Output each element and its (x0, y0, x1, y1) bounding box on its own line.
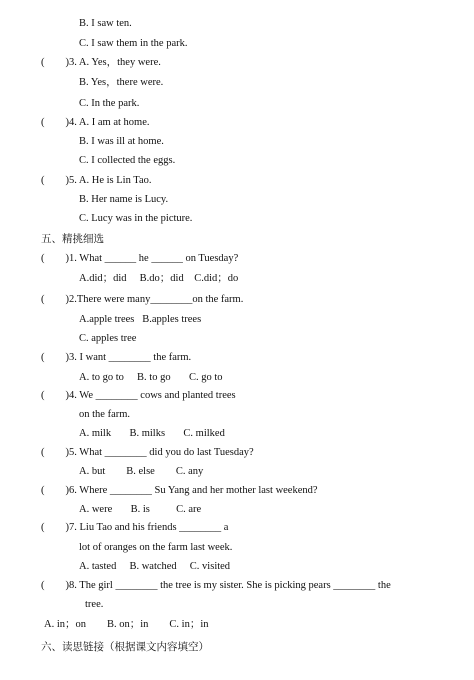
mc-options-1: A.did；did B.do；did C.did；do (79, 273, 239, 284)
option-b-q2: B. I saw ten. (79, 18, 132, 29)
mc-question-8-cont: tree. (85, 599, 104, 610)
mc-options-4: A. milk B. milks C. milked (79, 428, 225, 439)
option-c-q3: C. In the park. (79, 98, 140, 109)
question-4-option-a: ( )4. A. I am at home. (41, 117, 150, 128)
mc-question-5: ( )5. What ________ did you do last Tuesday? (41, 447, 254, 458)
mc-question-4-cont: on the farm. (79, 409, 131, 420)
mc-options-3: A. to go to B. to go C. go to (79, 372, 223, 383)
mc-options-7: A. tasted B. watched C. visited (79, 561, 231, 572)
mc-options-5: A. but B. else C. any (79, 466, 204, 477)
question-3-option-a: ( )3. A. Yes，they were. (41, 57, 161, 68)
mc-options-8: A. in；on B. on；in C. in；in (44, 619, 209, 630)
mc-options-2-ab: A.apple trees B.apples trees (79, 314, 202, 325)
option-b-q3: B. Yes，there were. (79, 77, 164, 88)
mc-question-7: ( )7. Liu Tao and his friends ________ a (41, 522, 229, 533)
mc-question-2: ( )2.There were many________on the farm. (41, 294, 244, 305)
section-6-heading: 六、读思链接（根据课文内容填空） (41, 641, 209, 653)
mc-question-8: ( )8. The girl ________ the tree is my sister. She is picking pears ________ the (41, 580, 391, 591)
mc-question-7-cont: lot of oranges on the farm last week. (79, 542, 233, 553)
mc-question-3: ( )3. I want ________ the farm. (41, 352, 192, 363)
option-c-q5: C. Lucy was in the picture. (79, 213, 193, 224)
option-b-q5: B. Her name is Lucy. (79, 194, 169, 205)
mc-options-6: A. were B. is C. are (79, 504, 202, 515)
mc-question-4: ( )4. We ________ cows and planted trees (41, 390, 236, 401)
mc-options-2-c: C. apples tree (79, 333, 137, 344)
mc-question-6: ( )6. Where ________ Su Yang and her mother last weekend? (41, 485, 318, 496)
option-c-q2: C. I saw them in the park. (79, 38, 188, 49)
section-5-heading: 五、精挑细选 (41, 233, 104, 245)
option-b-q4: B. I was ill at home. (79, 136, 164, 147)
question-5-option-a: ( )5. A. He is Lin Tao. (41, 175, 152, 186)
option-c-q4: C. I collected the eggs. (79, 155, 176, 166)
mc-question-1: ( )1. What ______ he ______ on Tuesday? (41, 253, 239, 264)
